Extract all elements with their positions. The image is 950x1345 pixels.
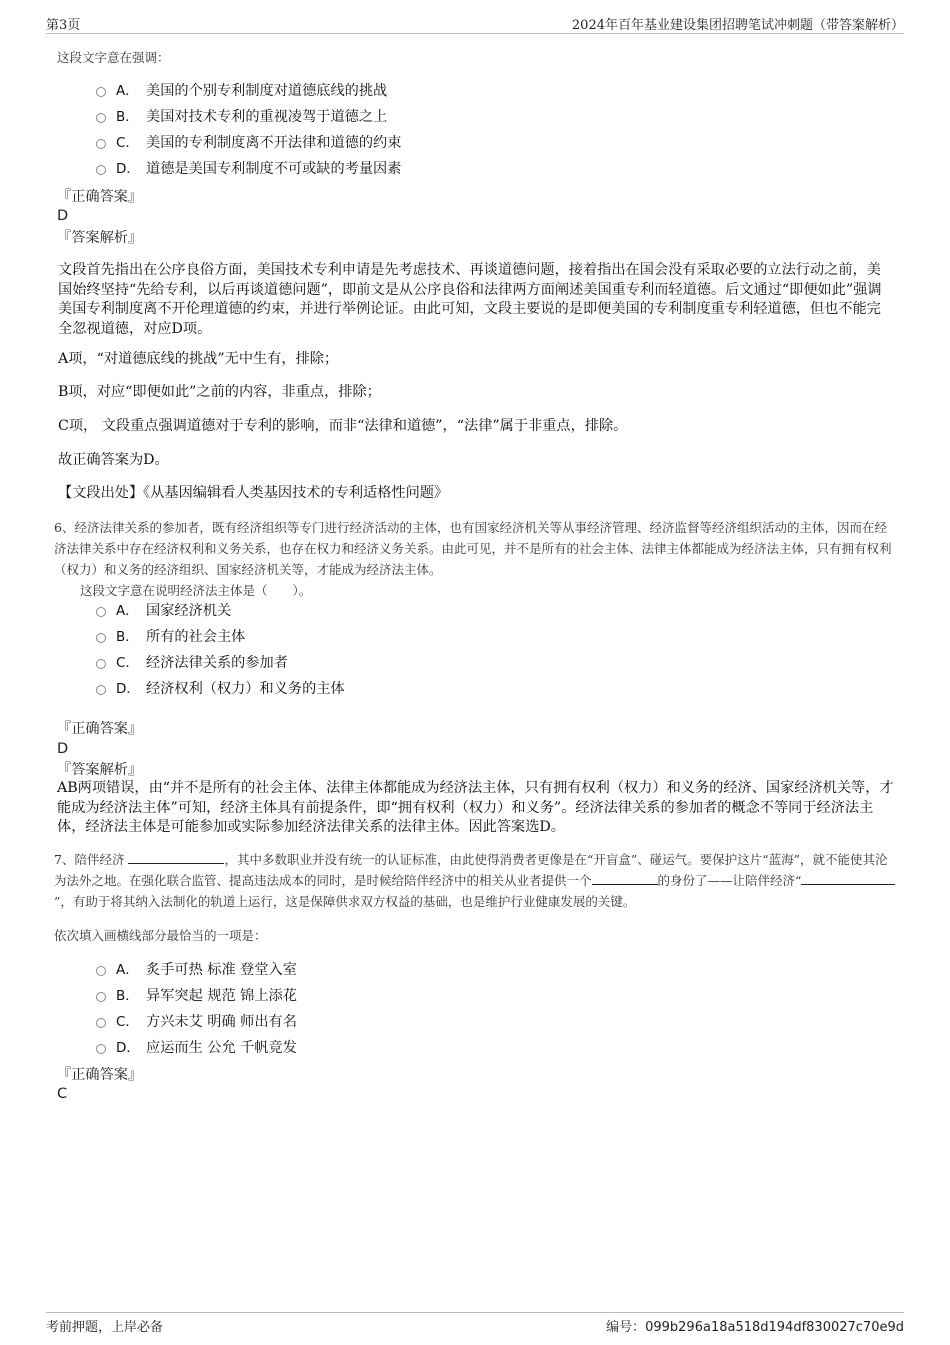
q7-option-d[interactable]: D． 应运而生 公允 千帆竞发 [96, 1035, 297, 1061]
q6-analysis: AB两项错误，由“并不是所有的社会主体、法律主体都能成为经济法主体，只有拥有权利（权力）和义务的经济、国家经济机关等，才能成为经济法主体”可知，经济主体具有前提条件，即“拥有权利（权力）和义务”。经济法律关系的参加者的概念不等同于经济法主体，经济法主体是可能参加或实际参加经济法律关系的法律主体。因此答案选D。 [57, 780, 894, 835]
q5-option-a[interactable]: A． 美国的个别专利制度对道德底线的挑战 [96, 78, 401, 104]
q6-option-c[interactable]: C． 经济法律关系的参加者 [96, 650, 345, 676]
q7-answer: C [57, 1086, 68, 1102]
q5-option-b[interactable]: B． 美国对技术专利的重视凌驾于道德之上 [96, 104, 401, 130]
q7-option-a[interactable]: A． 炙手可热 标准 登堂入室 [96, 957, 297, 983]
radio-icon[interactable] [96, 607, 106, 617]
q6-option-d[interactable]: D． 经济权利（权力）和义务的主体 [96, 676, 345, 702]
q5-analysis-c: C项， 文段重点强调道德对于专利的影响，而非“法律和道德”，“法律”属于非重点，排除。 [58, 418, 628, 434]
q6-options [96, 598, 345, 702]
q5-analysis-main: 文段首先指出在公序良俗方面，美国技术专利申请是先考虑技术、再谈道德问题，接着指出在国会没有采取必要的立法行动之前，美国始终坚持“先给专利，以后再谈道德问题”，即前文是从公序良俗和法律两方面阐述美国重专利而轻道德。后文通过“即便如此”强调美国专利制度离不开伦理道德的约束，并进行举例论证。由此可知，文段主要说的是即便美国的专利制度重专利轻道德，但也不能完全忽视道德，对应D项。 [58, 262, 882, 337]
q6-stem: 6、经济法律关系的参加者，既有经济组织等专门进行经济活动的主体，也有国家经济机关等从事经济管理、经济监督等经济组织活动的主体，因而在经济法律关系中存在经济权利和义务关系，也存在权力和经济义务关系。由此可见，并不是所有的社会主体、法律主体都能成为经济法主体，只有拥有权利（权力）和义务的经济组织、国家经济机关等，才能成为经济法主体。 [54, 520, 892, 577]
q5-options [96, 78, 401, 182]
q6-option-a[interactable]: A． 国家经济机关 [96, 598, 345, 624]
radio-icon[interactable] [96, 992, 106, 1002]
radio-icon[interactable] [96, 87, 106, 97]
document-title: 2024年百年基业建设集团招聘笔试冲刺题（带答案解析） [571, 18, 904, 33]
radio-icon[interactable] [96, 966, 106, 976]
q7-option-c[interactable]: C． 方兴未艾 明确 师出有名 [96, 1009, 297, 1035]
fill-blank-2[interactable] [592, 872, 658, 885]
radio-icon[interactable] [96, 165, 106, 175]
q7-question: 依次填入画横线部分最恰当的一项是： [54, 928, 267, 943]
q6-option-b[interactable]: B． 所有的社会主体 [96, 624, 345, 650]
q7-stem: 7、陪伴经济 ，其中多数职业并没有统一的认证标准，由此使得消费者更像是在“开盲盒”、碰运气。要保护这片“蓝海”，就不能使其沦为法外之地。在强化联合监管、提高违法成本的同时，是时候给陪伴经济中的相关从业者提供一个 的身份了——让陪伴经济“”，有助于将其纳入法制化的轨道上运行，这是保障供求双方权益的基础，也是维护行业健康发展的关键。 [54, 849, 896, 912]
fill-blank-3[interactable] [801, 872, 895, 885]
radio-icon[interactable] [96, 659, 106, 669]
q7-options [96, 957, 297, 1061]
q6-question: 这段文字意在说明经济法主体是（ ）。 [80, 583, 312, 598]
q6-answer-label: 『正确答案』 [57, 721, 143, 737]
q5-analysis-a: A项，“对道德底线的挑战”无中生有，排除； [58, 351, 339, 367]
radio-icon[interactable] [96, 1044, 106, 1054]
q5-analysis-label: 『答案解析』 [57, 230, 143, 246]
q5-answer-label: 『正确答案』 [57, 189, 143, 205]
q7-answer-label: 『正确答案』 [57, 1067, 143, 1083]
q5-stem: 这段文字意在强调： [57, 50, 170, 65]
q6-analysis-label: 『答案解析』 [57, 762, 143, 778]
footer-slogan: 考前押题，上岸必备 [46, 1320, 164, 1335]
q7-option-b[interactable]: B． 异军突起 规范 锦上添花 [96, 983, 297, 1009]
q5-option-d[interactable]: D． 道德是美国专利制度不可或缺的考量因素 [96, 156, 401, 182]
page-footer [46, 1312, 904, 1335]
radio-icon[interactable] [96, 139, 106, 149]
q5-analysis-b: B项，对应“即便如此”之前的内容，非重点，排除； [58, 384, 381, 400]
radio-icon[interactable] [96, 113, 106, 123]
radio-icon[interactable] [96, 1018, 106, 1028]
radio-icon[interactable] [96, 685, 106, 695]
page-header [46, 14, 904, 34]
page-number: 第3页 [46, 18, 81, 33]
radio-icon[interactable] [96, 633, 106, 643]
q5-option-c[interactable]: C． 美国的专利制度离不开法律和道德的约束 [96, 130, 401, 156]
q5-conclusion: 故正确答案为D。 [58, 452, 169, 468]
q6-answer: D [57, 741, 69, 757]
fill-blank-1[interactable] [128, 851, 224, 864]
q5-source: 【文段出处】《从基因编辑看人类基因技术的专利适格性问题》 [58, 485, 449, 501]
document-id: 编号：099b296a18a518d194df830027c70e9d [606, 1320, 904, 1335]
q5-answer: D [57, 208, 69, 224]
